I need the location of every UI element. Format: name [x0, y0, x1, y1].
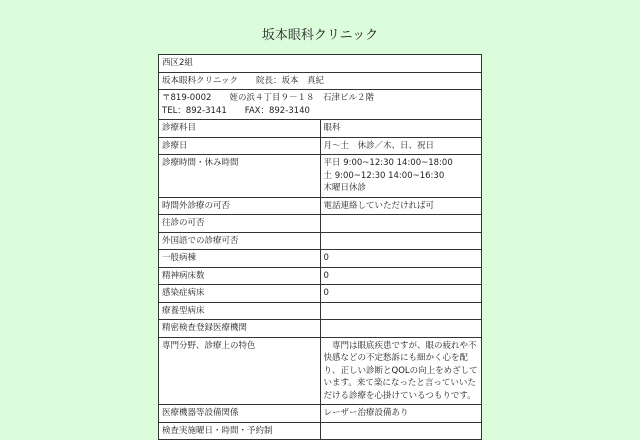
row-label: 療養型病床 [159, 302, 321, 320]
director-name: 院長：坂本 真紀 [256, 75, 325, 86]
row-label: 一般病棟 [159, 250, 321, 268]
row-label: 診療科目 [159, 120, 321, 138]
row-label: 往診の可否 [159, 215, 321, 233]
table-row [159, 197, 482, 215]
table-row [159, 337, 482, 405]
address-cell [159, 90, 482, 120]
page-title: 坂本眼科クリニック [261, 28, 379, 43]
row-label: 精神病床数 [159, 267, 321, 285]
clinic-name: 坂本眼科クリニック [162, 75, 238, 86]
table-row [159, 422, 482, 440]
row-value: 専門は眼底疾患ですが、眼の疲れや不快感などの不定愁訴にも細かく心を配り、正しい診断とQOLの向上をめざしています。来て楽になったと言っていいただける診療を心掛けているつもりです。 [320, 337, 482, 405]
row-value: レーザー治療設備あり [320, 405, 482, 423]
table-row-district [159, 55, 482, 73]
table-row [159, 232, 482, 250]
district-cell: 西区2組 [159, 55, 482, 73]
hours-closed-day: 木曜日休診 [323, 183, 367, 193]
row-label: 専門分野、診療上の特色 [159, 337, 321, 405]
row-value: 0 [320, 267, 482, 285]
table-row [159, 155, 482, 198]
row-value [320, 155, 482, 198]
clinic-info-table [158, 54, 482, 440]
table-row-clinic-name [159, 72, 482, 90]
clinic-name-cell [159, 72, 482, 90]
row-value [320, 232, 482, 250]
tel-number: TEL：892-3141 [162, 105, 227, 116]
row-value: 月～土 休診／木、日、祝日 [320, 137, 482, 155]
address: 姪の浜４丁目９－１８ 石津ビル２階 [229, 93, 374, 103]
table-row [159, 320, 482, 338]
table-row [159, 137, 482, 155]
table-row [159, 405, 482, 423]
hours-saturday: 土 9:00~12:30 14:00~16:30 [323, 170, 445, 181]
row-label: 検査実施曜日・時間・予約制 [159, 422, 321, 440]
row-value: 電話連絡していただければ可 [320, 197, 482, 215]
table-row [159, 250, 482, 268]
row-value [320, 215, 482, 233]
row-value: 0 [320, 285, 482, 303]
table-row [159, 120, 482, 138]
row-label: 感染症病床 [159, 285, 321, 303]
row-value [320, 302, 482, 320]
fax-number: FAX：892-3140 [244, 105, 310, 116]
row-label: 精密検査登録医療機関 [159, 320, 321, 338]
row-label: 外国語での診療可否 [159, 232, 321, 250]
row-value [320, 320, 482, 338]
row-label: 時間外診療の可否 [159, 197, 321, 215]
row-value [320, 422, 482, 440]
row-value: 0 [320, 250, 482, 268]
row-value: 眼科 [320, 120, 482, 138]
row-label: 診療時間・休み時間 [159, 155, 321, 198]
table-row [159, 215, 482, 233]
postal-code: 〒819-0002 [162, 93, 212, 103]
table-row [159, 285, 482, 303]
table-row [159, 267, 482, 285]
hours-weekday: 平日 9:00~12:30 14:00~18:00 [323, 158, 453, 168]
table-row [159, 302, 482, 320]
row-label: 医療機器等設備関係 [159, 405, 321, 423]
row-label: 診療日 [159, 137, 321, 155]
table-row-address [159, 90, 482, 120]
